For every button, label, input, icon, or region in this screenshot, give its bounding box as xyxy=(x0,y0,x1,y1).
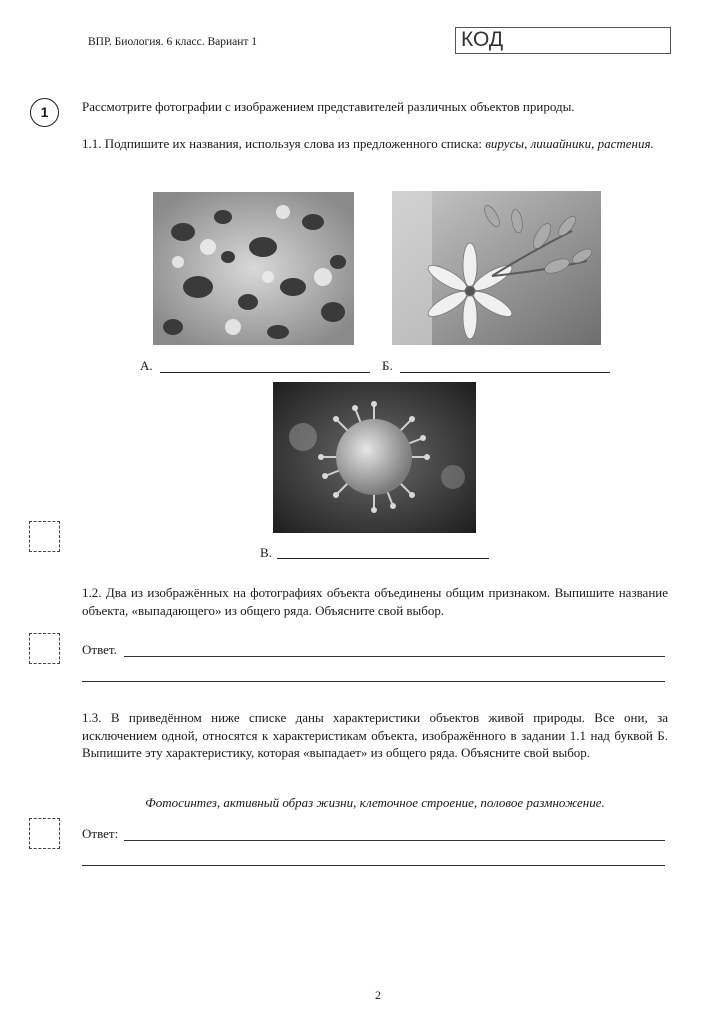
answer-field-a[interactable] xyxy=(160,360,370,373)
code-label: КОД xyxy=(461,28,504,51)
question-1-1 xyxy=(82,135,670,153)
answer-line-1-3a[interactable] xyxy=(124,840,665,841)
caption-b xyxy=(382,358,393,374)
score-box-1-1[interactable] xyxy=(29,521,60,552)
answer-label-1-2: Ответ. xyxy=(82,642,117,657)
task-intro: Рассмотрите фотографии с изображением представителей различных объектов природы. xyxy=(82,99,575,114)
answer-field-v[interactable] xyxy=(277,546,489,559)
question-1-1-text: 1.1. Подпишите их названия, используя слова из предложенного списка: xyxy=(82,136,482,151)
question-1-2: 1.2. Два из изображённых на фотографиях объекта объединены общим признаком. Выпишите название объекта, «выпадающего» из общего ряда. Объясните свой выбор. xyxy=(82,585,668,618)
photo-a-lichen xyxy=(153,192,354,345)
caption-a-letter: А. xyxy=(140,358,153,373)
score-box-1-3[interactable] xyxy=(29,818,60,849)
photo-v-virus xyxy=(273,382,476,533)
page-number: 2 xyxy=(375,988,381,1002)
task-number: 1 xyxy=(30,98,59,127)
word-list: вирусы, лишайники, растения. xyxy=(485,136,654,151)
photo-b-flower xyxy=(392,191,601,345)
caption-v-letter: В. xyxy=(260,545,272,560)
characteristics-list: Фотосинтез, активный образ жизни, клеточное строение, половое размножение. xyxy=(145,795,605,810)
answer-line-1-2a[interactable] xyxy=(124,656,665,657)
caption-v xyxy=(260,545,272,561)
answer-line-1-2b[interactable] xyxy=(82,681,665,682)
answer-label-1-3: Ответ: xyxy=(82,826,119,841)
caption-b-letter: Б. xyxy=(382,358,393,373)
code-box[interactable] xyxy=(455,27,671,54)
score-box-1-2[interactable] xyxy=(29,633,60,664)
question-1-3: 1.3. В приведённом ниже списке даны характеристики объектов живой природы. Все они, за исключением одной, относятся к характеристикам объекта, изображённого в задании 1.1 над буквой Б. Выпишите эту характеристику, которая «выпадает» из общего ряда. Объясните свой выбор. xyxy=(82,710,668,760)
caption-a xyxy=(140,358,153,374)
answer-field-b[interactable] xyxy=(400,360,610,373)
answer-line-1-3b[interactable] xyxy=(82,865,665,866)
header-title: ВПР. Биология. 6 класс. Вариант 1 xyxy=(88,36,258,48)
